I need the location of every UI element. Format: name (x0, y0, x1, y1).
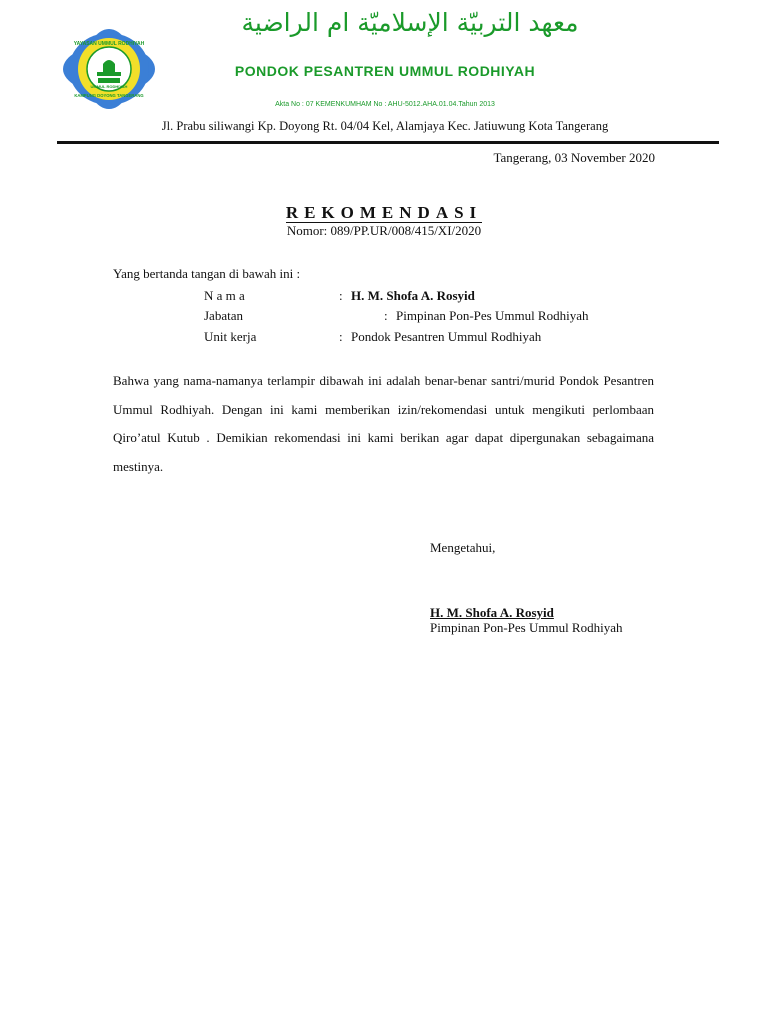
logo-middle-text: UMMUL RODHIYAH (90, 84, 128, 89)
closing-text: Mengetahui, (430, 540, 496, 555)
field-value-jabatan: Pimpinan Pon-Pes Ummul Rodhiyah (396, 308, 589, 323)
field-label-nama: N a m a (204, 288, 245, 303)
letter-title-text: REKOMENDASI (285, 203, 483, 222)
signer-name: H. M. Shofa A. Rosyid (430, 605, 554, 620)
field-colon-jabatan: : (384, 308, 388, 323)
field-label-jabatan: Jabatan (204, 308, 243, 323)
institution-address: Jl. Prabu siliwangi Kp. Doyong Rt. 04/04 Kel, Alamjaya Kec. Jatiuwung Kota Tangerang (161, 119, 609, 133)
body-paragraph: Bahwa yang nama-namanya terlampir dibawah ini adalah benar-benar santri/murid Pondok Pesantren Ummul Rodhiyah. Dengan ini kami memberikan izin/rekomendasi untuk mengikuti perlombaan Qiro’atul Kutub . Demikian rekomendasi ini kami berikan agar dapat dipergunakan sebagaimana mestinya. (113, 373, 654, 474)
field-colon-unit-kerja: : (339, 329, 343, 344)
letter-title (0, 203, 768, 223)
logo-book-icon (98, 78, 120, 83)
logo-bottom-text: KAMPUNG DOYONG TANGERANG (74, 93, 144, 98)
field-colon-nama: : (339, 288, 343, 303)
arabic-institution-name: معهد التربيّة الإسلاميّة ام الراضية (241, 8, 579, 37)
field-value-unit-kerja: Pondok Pesantren Ummul Rodhiyah (351, 329, 542, 344)
signer-title: Pimpinan Pon-Pes Ummul Rodhiyah (430, 620, 623, 635)
intro-text: Yang bertanda tangan di bawah ini : (113, 266, 301, 281)
institution-name: PONDOK PESANTREN UMMUL RODHIYAH (234, 63, 536, 79)
institution-logo (60, 26, 158, 112)
letter-date: Tangerang, 03 November 2020 (493, 150, 655, 165)
letter-number: Nomor: 089/PP.UR/008/415/XI/2020 (286, 223, 482, 238)
field-label-unit-kerja: Unit kerja (204, 329, 257, 344)
header-divider (57, 141, 719, 144)
akta-registration: Akta No : 07 KEMENKUMHAM No : AHU-5012.AHA.01.04.Tahun 2013 (275, 101, 495, 108)
field-value-nama: H. M. Shofa A. Rosyid (351, 288, 475, 303)
logo-top-text: YAYASAN UMMUL RODHIYAH (73, 41, 145, 47)
